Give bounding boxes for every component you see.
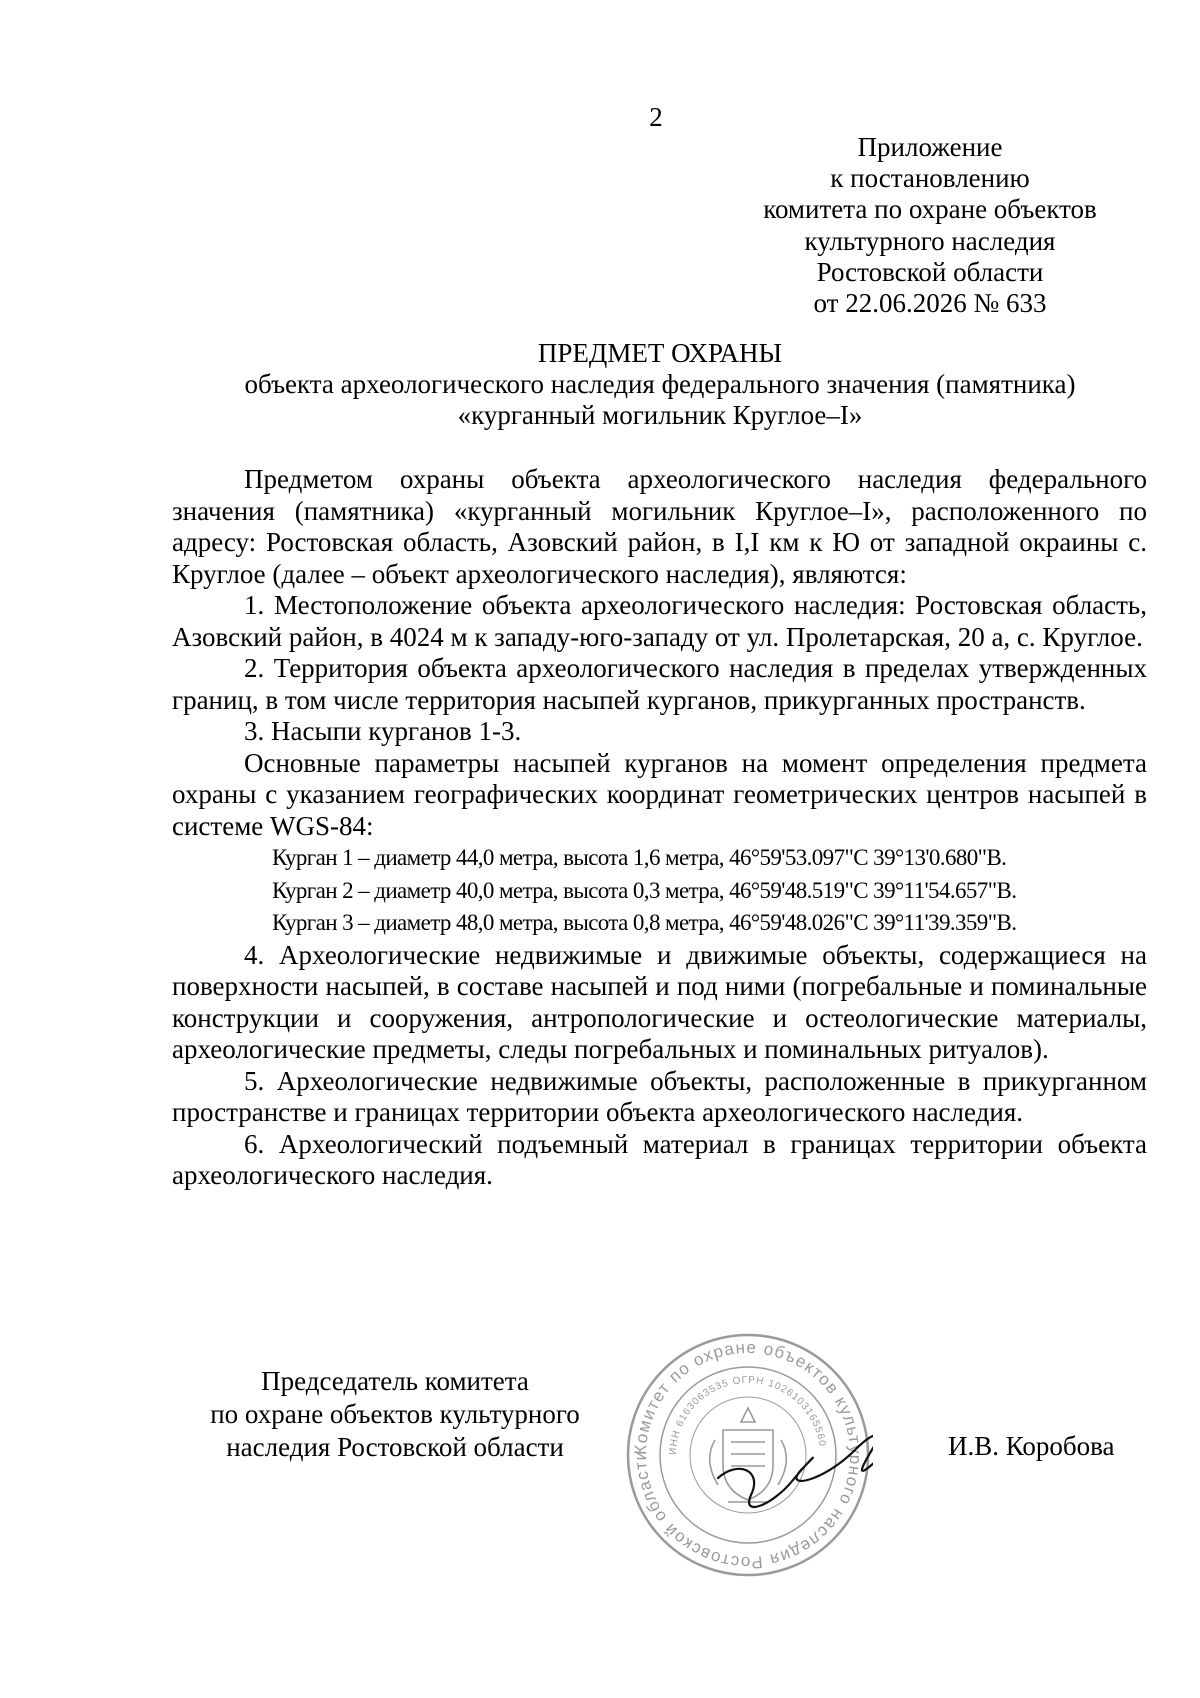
seal-inner-text: ИНН 6163063535 ОГРН 1026103165560 (667, 1374, 828, 1456)
item-surface-material: 6. Археологический подъемный материал в границах территории объекта археологического наследия. (172, 1128, 1147, 1190)
item-mounds: 3. Насыпи курганов 1-3. (244, 716, 522, 746)
mound-entry: Курган 2 – диаметр 40,0 метра, высота 0,3 метра, 46°59'48.519"С 39°11'54.657"В. (272, 877, 1017, 903)
appendix-block (760, 132, 1100, 319)
appendix-line: комитета по охране объектов (763, 194, 1097, 225)
official-seal (623, 1330, 873, 1580)
signer-title (175, 1365, 615, 1464)
title-object-name: «курганный могильник Круглое–I» (457, 400, 863, 430)
item-territory: 2. Территория объекта археологического наследия в пределах утвержденных границ, в том числе территория насыпей курганов, прикурганных пространств. (172, 653, 1147, 715)
appendix-line: к постановлению (830, 163, 1030, 194)
item-objects: 4. Археологические недвижимые и движимые объекты, содержащиеся на поверхности насыпей, в составе насыпей и под ними (погребальные и поминальные конструкции и сооружения, антропологические и остеологические материалы, археологические предметы, следы погребальных и поминальных ритуалов). (172, 939, 1147, 1064)
appendix-line: Ростовской области (816, 256, 1044, 287)
document-title (160, 338, 1160, 431)
title-subtitle-line: объекта археологического наследия федерального значения (памятника) (244, 369, 1076, 399)
signer-title-line: наследия Ростовской области (226, 1432, 564, 1462)
svg-text:Комитет по охране объектов кул (631, 1338, 865, 1572)
item-immovable-objects: 5. Археологические недвижимые объекты, расположенные в прикурганном пространстве и границах территории объекта археологического наследия. (172, 1065, 1147, 1127)
document-body (172, 464, 1147, 1192)
mounds-list (172, 842, 1147, 940)
signer-title-line: Председатель комитета (261, 1366, 529, 1396)
seal-outer-text: Комитет по охране объектов культурного наследия Ростовской области (630, 1337, 866, 1573)
page-number: 2 (649, 102, 663, 132)
signer-title-line: по охране объектов культурного (210, 1399, 580, 1429)
intro-paragraph: Предметом охраны объекта археологического наследия федерального значения (памятника) «курганный могильник Круглое–I», расположенного по адресу: Ростовская область, Азовский район, в I,I км к Ю от западной окраины с. Круглое (далее – объект археологического наследия), являются: (172, 464, 1147, 589)
title-heading: ПРЕДМЕТ ОХРАНЫ (537, 338, 783, 368)
mound-entry: Курган 3 – диаметр 48,0 метра, высота 0,8 метра, 46°59'48.026"С 39°11'39.359"В. (272, 910, 1017, 935)
coat-of-arms-emblem (710, 1408, 787, 1502)
appendix-line: от 22.06.2026 № 633 (813, 288, 1047, 319)
appendix-line: Приложение (857, 132, 1003, 162)
item-location: 1. Местоположение объекта археологического наследия: Ростовская область, Азовский район, в 4024 м к западу-юго-западу от ул. Пролетарская, 20 а, с. Круглое. (172, 590, 1147, 652)
mound-entry: Курган 1 – диаметр 44,0 метра, высота 1,6 метра, 46°59'53.097"С 39°13'0.680"В. (272, 845, 1007, 870)
signer-name: И.В. Коробова (948, 1431, 1115, 1461)
params-paragraph: Основные параметры насыпей курганов на момент определения предмета охраны с указанием географических координат геометрических центров насыпей в системе WGS-84: (172, 747, 1147, 841)
appendix-line: культурного наследия (804, 225, 1056, 256)
